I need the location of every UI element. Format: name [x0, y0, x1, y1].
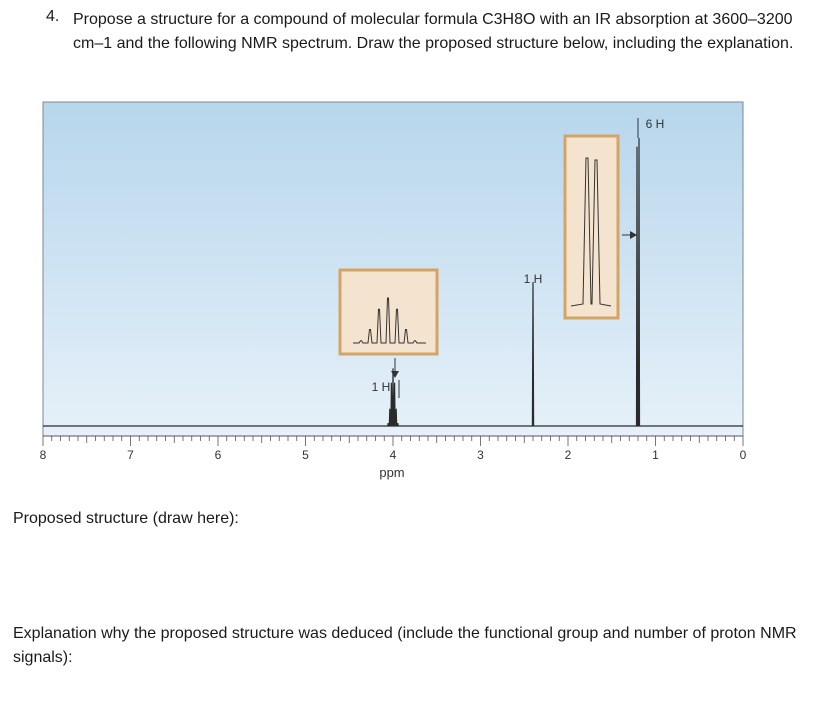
x-axis [40, 436, 747, 462]
x-tick-label: 5 [302, 448, 309, 462]
x-tick-label: 0 [739, 448, 747, 462]
x-axis-label: ppm [379, 465, 405, 480]
x-tick-label: 8 [39, 448, 47, 462]
x-tick-label: 4 [389, 448, 397, 462]
question-text: Propose a structure for a compound of molecular formula C3H8O with an IR absorption at 3600–3200 cm–1 and the following NMR spectrum. Draw the proposed structure below, including the explanation. [73, 11, 794, 52]
x-tick-label: 2 [564, 448, 572, 462]
x-tick-label: 3 [477, 448, 484, 462]
proposed-structure-label: Proposed structure (draw here): [13, 510, 239, 527]
peak-label: 6 H [645, 117, 665, 131]
x-tick-label: 6 [214, 448, 222, 462]
peak-label: 1 H [371, 380, 391, 394]
x-tick-label: 7 [127, 448, 134, 462]
x-tick-label: 1 [652, 448, 659, 462]
question-number: 4. [46, 8, 60, 25]
peak-label: 1 H [523, 272, 543, 286]
doublet-inset [565, 136, 618, 318]
explanation-label: Explanation why the proposed structure was deduced (include the functional group and number of proton NMR signals): [13, 625, 797, 666]
